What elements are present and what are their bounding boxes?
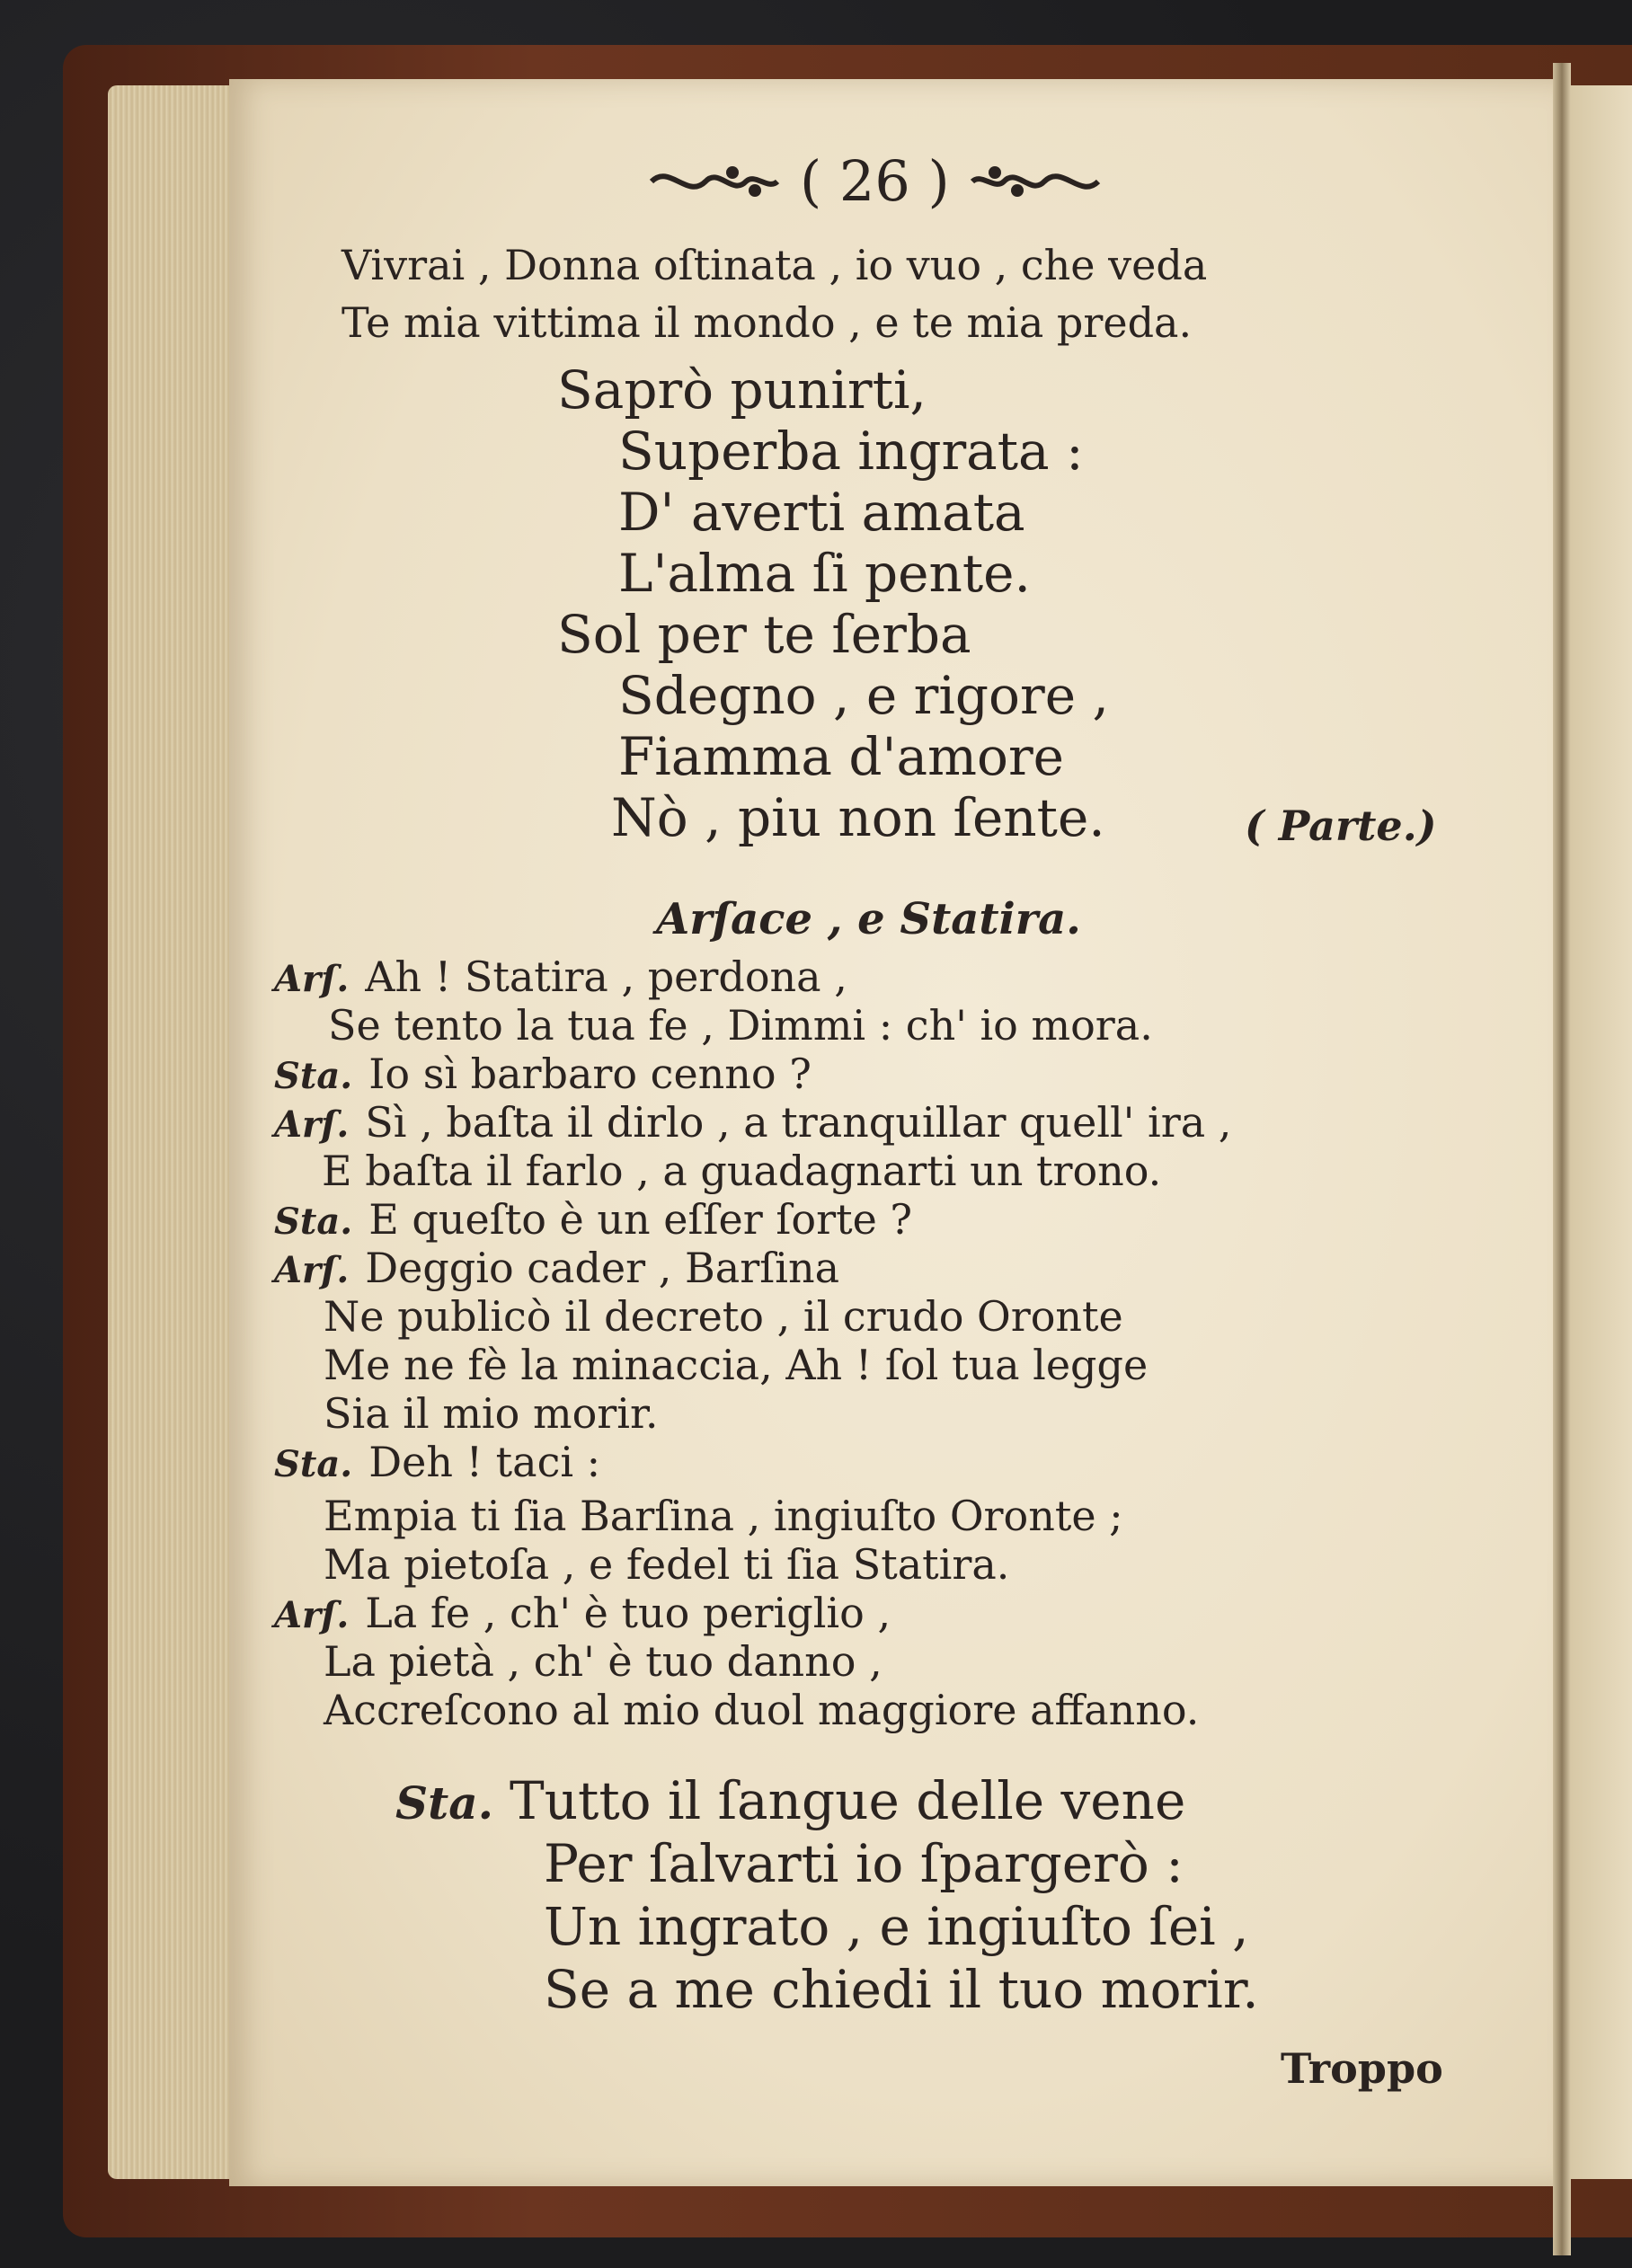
speaker-label: Sta. [274,1055,353,1097]
dialogue-line [328,1001,1153,1050]
speaker-label: Arſ. [274,1249,350,1291]
dialogue-line [274,1195,912,1244]
dialogue-text: Me ne fè la minaccia, Ah ! ſol tua legge [324,1341,1149,1389]
dialogue-line [324,1341,1148,1389]
facing-page-edge [1571,85,1632,2179]
dialogue-text: Ne publicò il decreto , il crudo Oronte [324,1292,1123,1341]
aria-line: Sdegno , e rigore , [618,665,1109,726]
aria-line: L'alma ſi pente. [618,543,1031,604]
dialogue-line [324,1492,1123,1540]
dialogue-text: La fe , ch' è tuo periglio , [365,1589,891,1637]
aria-line: D' averti amata [618,482,1025,543]
stage-direction: ( Parte.) [1245,802,1437,850]
dialogue-text: Deh ! taci : [368,1438,601,1486]
book-gutter [1553,63,1571,2255]
scene-heading: Arſace , e Statira. [656,894,1081,944]
speaker-label: Arſ. [274,1103,350,1146]
speaker-label: Arſ. [274,1594,350,1636]
dialogue-text: Sia il mio morir. [324,1389,659,1438]
aria-line: Fiamma d'amore [618,726,1065,787]
dialogue-text: Se tento la tua fe , Dimmi : ch' io mora. [328,1001,1153,1050]
left-ornament-icon [647,156,782,207]
dialogue-line [274,952,847,1001]
dialogue-text: Io sì barbaro cenno ? [368,1050,812,1098]
aria-line: Superba ingrata : [618,421,1084,482]
opening-line: Vivrai , Donna oſtinata , io vuo , che veda [341,241,1208,289]
dialogue-text: E baſta il farlo , a guadagnarti un trono. [322,1147,1162,1195]
page-header [647,148,1103,214]
aria-line: Sol per te ſerba [557,604,971,665]
dialogue-line [324,1389,659,1438]
speaker-label: Sta. [274,1200,353,1243]
dialogue-text: Ma pietoſa , e fedel ti ſia Statira. [324,1540,1010,1589]
aria-line: Per ſalvarti io ſpargerò : [544,1833,1184,1894]
dialogue-text: Sì , baſta il dirlo , a tranquillar quell' ira , [365,1098,1232,1147]
dialogue-line [274,1244,839,1292]
dialogue-text: La pietà , ch' è tuo danno , [324,1637,883,1686]
dialogue-line [324,1540,1009,1589]
dialogue-text: Ah ! Statira , perdona , [365,952,847,1001]
right-ornament-icon [968,156,1103,207]
dialogue-text: Empia ti ſia Barſina , ingiuſto Oronte ; [324,1492,1123,1540]
speaker-label: Sta. [274,1443,353,1485]
aria-line [395,1770,1185,1831]
dialogue-line [324,1686,1199,1734]
dialogue-line [274,1589,891,1637]
dialogue-line [324,1292,1123,1341]
opening-line: Te mia vittima il mondo , e te mia preda. [341,298,1193,347]
aria-text: Tutto il ſangue delle vene [510,1770,1186,1831]
catchword: Troppo [1281,2044,1443,2093]
speaker-label: Sta. [395,1776,494,1829]
dialogue-line [322,1147,1161,1195]
dialogue-line [324,1637,883,1686]
dialogue-text: Accreſcono al mio duol maggiore affanno. [324,1686,1200,1734]
dialogue-line [274,1050,812,1098]
aria-line: Nò , piu non ſente. [611,787,1105,848]
dialogue-text: E queſto è un eſſer ſorte ? [368,1195,913,1244]
aria-line: Saprò punirti, [557,359,927,421]
page-number: ( 26 ) [800,148,950,214]
dialogue-line [274,1098,1231,1147]
speaker-label: Arſ. [274,958,350,1000]
aria-line: Un ingrato , e ingiuſto ſei , [544,1896,1249,1957]
dialogue-text: Deggio cader , Barſina [365,1244,839,1292]
dialogue-line [274,1438,600,1486]
aria-line: Se a me chiedi il tuo morir. [544,1959,1259,2020]
